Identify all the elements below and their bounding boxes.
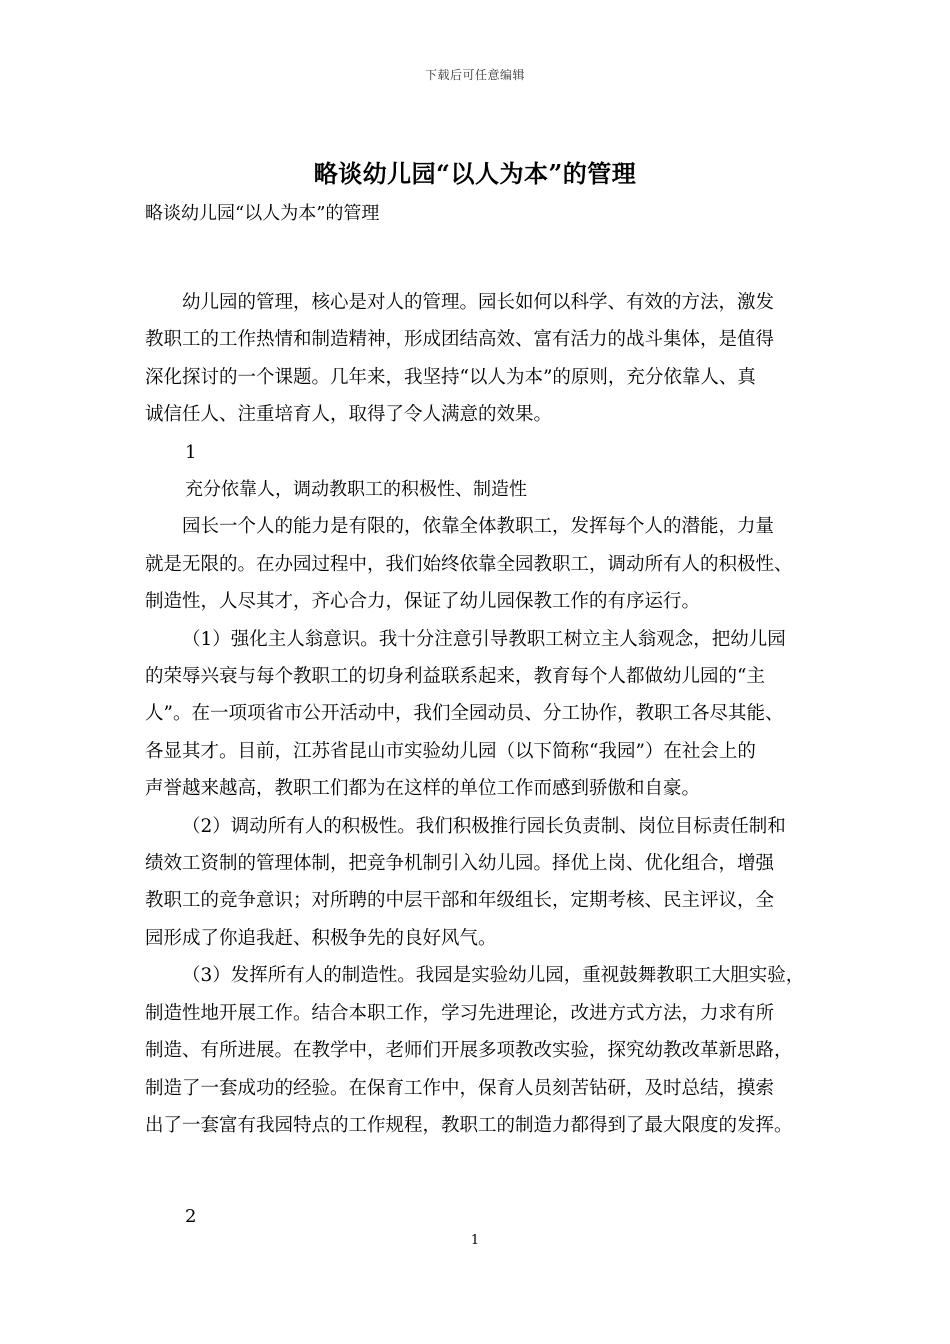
- text-line: 制造、有所进展。在教学中，老师们开展多项教改实验，探究幼教改革新思路，: [145, 1040, 793, 1062]
- point2-paragraph: [145, 808, 810, 958]
- section-number-2: 2: [185, 1206, 197, 1228]
- text-line: 绩效工资制的管理体制，把竞争机制引入幼儿园。择优上岗、优化组合，增强: [145, 853, 775, 875]
- point1-paragraph: [145, 621, 810, 808]
- text-line: 的荣辱兴衰与每个教职工的切身利益联系起来，教育每个人都做幼儿园的“主: [145, 666, 765, 688]
- document-body: [145, 196, 810, 1236]
- intro-paragraph: [145, 284, 810, 434]
- text-line: 深化探讨的一个课题。几年来，我坚持“以人为本”的原则，充分依靠人、真: [145, 366, 756, 388]
- text-line: 制造性地开展工作。结合本职工作，学习先进理论，改进方式方法，力求有所: [145, 1002, 775, 1024]
- text-line: 幼儿园的管理，核心是对人的管理。园长如何以科学、有效的方法，激发: [182, 292, 775, 313]
- text-line: 各显其才。目前，江苏省昆山市实验幼儿园（以下简称“我园”）在社会上的: [145, 740, 756, 762]
- text-line: 园形成了你追我赶、积极争先的良好风气。: [145, 927, 497, 949]
- text-line: 就是无限的。在办园过程中，我们始终依靠全园教职工，调动所有人的积极性、: [145, 553, 793, 575]
- section-heading-1: 充分依靠人，调动教职工的积极性、制造性: [185, 479, 527, 501]
- spacer: [145, 1144, 810, 1198]
- text-line: 诚信任人、注重培育人，取得了令人满意的效果。: [145, 404, 553, 426]
- header-note: 下载后可任意编辑: [424, 68, 525, 82]
- text-line: 制造了一套成功的经验。在保育工作中，保育人员刻苦钻研，及时总结，摸索: [145, 1077, 775, 1099]
- section-number-1: 1: [185, 441, 197, 463]
- text-line: （3）发挥所有人的制造性。我园是实验幼儿园，重视鼓舞教职工大胆实验，: [182, 965, 805, 987]
- text-line: 园长一个人的能力是有限的，依靠全体教职工，发挥每个人的潜能，力量: [182, 516, 775, 538]
- section1-paragraph: [145, 508, 810, 620]
- text-line: 声誉越来越高，教职工们都为在这样的单位工作而感到骄傲和自豪。: [145, 778, 701, 800]
- point3-paragraph: [145, 957, 810, 1144]
- text-line: 制造性，人尽其才，齐心合力，保证了幼儿园保教工作的有序运行。: [145, 591, 701, 613]
- text-line: 教职工的工作热情和制造精神，形成团结高效、富有活力的战斗集体，是值得: [145, 329, 775, 351]
- text-line: （1）强化主人翁意识。我十分注意引导教职工树立主人翁观念，把幼儿园: [182, 628, 786, 650]
- text-line: （2）调动所有人的积极性。我们积极推行园长负责制、岗位目标责任制和: [182, 815, 786, 837]
- text-line: 出了一套富有我园特点的工作规程，教职工的制造力都得到了最大限度的发挥。: [145, 1114, 793, 1136]
- spacer: [145, 232, 810, 284]
- page-number: 1: [470, 1233, 480, 1248]
- document-subtitle: 略谈幼儿园“以人为本”的管理: [145, 203, 380, 224]
- text-line: 教职工的竞争意识；对所聘的中层干部和年级组长，定期考核、民主评议，全: [145, 890, 775, 912]
- text-line: 人”。在一项项省市公开活动中，我们全园动员、分工协作，教职工各尽其能、: [145, 703, 784, 725]
- document-title: 略谈幼儿园“以人为本”的管理: [313, 159, 637, 188]
